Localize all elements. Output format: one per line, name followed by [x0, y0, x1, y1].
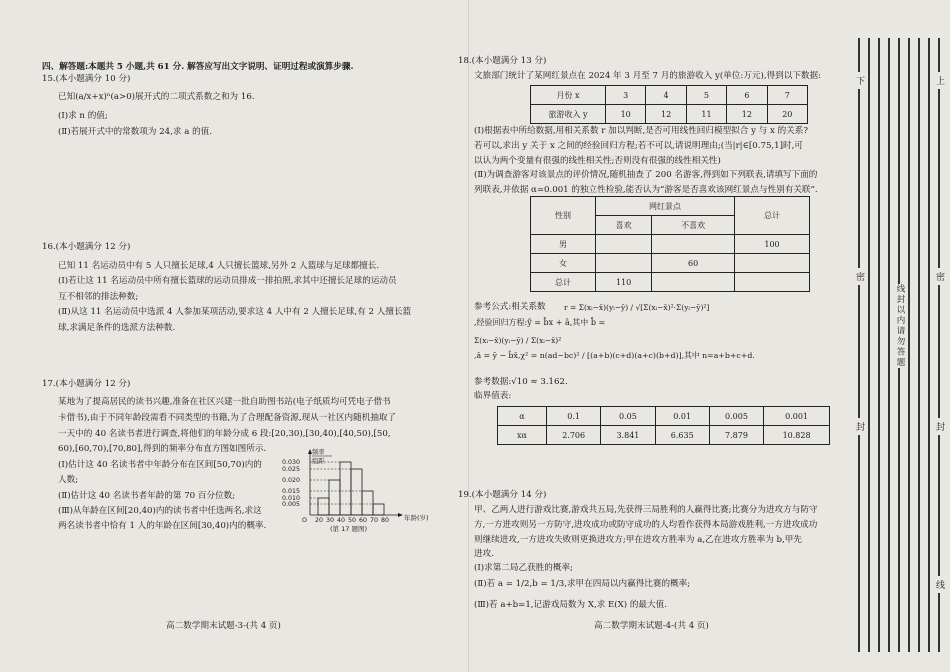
q18-data-table [530, 85, 808, 124]
q16-stem: 已知 11 名运动员中有 5 人只擅长足球,4 人只擅长篮球,另外 2 人篮球与足球都擅长. [58, 261, 380, 271]
table-row: 月份 x 3 4 5 6 7 [531, 86, 808, 105]
ref-formula-lead: 参考公式:相关系数 [474, 302, 546, 312]
q19-head: 19.(本小题满分 14 分) [458, 490, 547, 500]
histogram-x-tick: 30 [326, 517, 335, 524]
histogram-bar-20-30 [318, 498, 329, 515]
histogram-x-tick: 70 [370, 517, 379, 524]
ref-formula-a-chi: ,â = ȳ − b̂x̄,χ² = n(ad−bc)² / [(a+b)(c+d)(a+c)(b+d)],其中 n=a+b+c+d. [474, 351, 755, 360]
histogram-y-tick: 0.005 [282, 501, 301, 508]
histogram-ylabel: 频率 [312, 449, 325, 456]
histogram-y-tick: 0.025 [282, 466, 301, 473]
q18-part2-line1: (Ⅱ)为调查游客对该景点的评价情况,随机抽查了 200 名游客,得到如下列联表,请填写下面的 [474, 170, 818, 180]
q16-part2-line1: (Ⅱ)从这 11 名运动员中选派 4 人参加某项活动,要求这 4 人中有 2 人擅长足球,有 2 人擅长篮 [58, 307, 412, 317]
ref-data: 参考数据:√10 ≈ 3.162. [474, 377, 568, 387]
seal-char-feng-left: 封 [856, 418, 865, 435]
ref-formula-mid: ,经验回归方程:ŷ = b̂x + â,其中 b̂ = [474, 318, 606, 327]
q16-head: 16.(本小题满分 12 分) [42, 242, 131, 252]
footer-left: 高二数学期末试题-3-(共 4 页) [166, 621, 281, 631]
histogram-x-tick: 20 [315, 517, 324, 524]
seal-char-xian: 线 [936, 576, 945, 593]
q18-stem: 文旅部门统计了某网红景点在 2024 年 3 月至 7 月的旅游收入 y(单位:万元),得到以下数据: [474, 71, 822, 81]
ref-formula-b: Σ(xᵢ−x̄)(yᵢ−ȳ) / Σ(xᵢ−x̄)² [474, 336, 562, 345]
histogram-y-tick: 0.010 [282, 495, 301, 502]
x-axis-arrow [398, 513, 403, 517]
q17-part3-line1: (Ⅲ)从年龄在区间[20,40)内的读书者中任选两名,求这 [58, 506, 262, 516]
q18-head: 18.(本小题满分 13 分) [458, 56, 547, 66]
q19-line2: 方,一方进攻则另一方防守,进攻成功或防守成功的人均看作获得本局游戏胜利,一方进攻成功 [474, 520, 818, 530]
seal-char-up: 上 [936, 72, 945, 89]
histogram-bar-70-80 [373, 504, 384, 515]
q16-part1-line1: (Ⅰ)若让这 11 名运动员中所有擅长篮球的运动员排成一排拍照,求其中还擅长足球的运动员 [58, 276, 397, 286]
histogram-x-tick: 80 [381, 517, 390, 524]
table-row: 喜欢 不喜欢 [531, 216, 810, 235]
q17-part2: (Ⅱ)估计这 40 名读书者年龄的第 70 百分位数; [58, 491, 236, 501]
seal-char-down: 下 [856, 72, 865, 89]
histogram-y-tick: 0.030 [282, 459, 301, 466]
table-row: 总计 110 [531, 273, 810, 292]
histogram-xlabel: 年龄(岁) [404, 514, 429, 522]
histogram-x-tick: 50 [348, 517, 357, 524]
histogram-bars [318, 462, 384, 515]
q17-line3: 一天中的 40 名读书者进行调查,将他们的年龄分成 6 段:[20,30),[30,40),[40,50),[50, [58, 429, 391, 439]
q15-stem: 已知(a/x+x)ⁿ(a>0)展开式的二项式系数之和为 16. [58, 92, 255, 102]
q17-line4: 60),[60,70),[70,80],得到的频率分布直方图如图所示. [58, 444, 267, 454]
histogram-bar-30-40 [329, 480, 340, 515]
seal-char-mi-right: 密 [936, 268, 945, 285]
q19-part2: (Ⅱ)若 a = 1/2,b = 1/3,求甲在四局以内赢得比赛的概率; [474, 579, 691, 589]
table-row: 旅游收入 y 10 12 11 12 20 [531, 105, 808, 124]
table-row: xα 2.706 3.841 6.635 7.879 10.828 [498, 426, 830, 445]
q16-part1-line2: 互不相邻的排法种数; [58, 292, 139, 302]
q18-contingency-table [530, 196, 810, 292]
table-row: 男 100 [531, 235, 810, 254]
histogram-y-tick: 0.015 [282, 488, 301, 495]
histogram-bar-40-50 [340, 462, 351, 515]
q19-line4: 进攻. [474, 549, 494, 559]
table-row: 性别 网红景点 总计 [531, 197, 810, 216]
histogram-bar-50-60 [351, 469, 362, 515]
q19-part1: (Ⅰ)求第二局乙获胜的概率; [474, 563, 573, 573]
q18-part2-line2: 列联表,并依据 α=0.001 的独立性检验,能否认为“游客是否喜欢该网红景点与性别有关联”. [474, 185, 818, 195]
q17-line2: 卡借书),由于不同年龄段需看不同类型的书籍,为了合理配备资源,现从一社区内随机抽取了 [58, 413, 397, 423]
q18-part1-line1: (Ⅰ)根据表中所给数据,用相关系数 r 加以判断,是否可用线性回归模型拟合 y 与 x 的关系? [474, 126, 808, 136]
seal-note: 线封以内请勿答题 [895, 284, 905, 368]
histogram-ylabel-denominator: 组距 [312, 458, 325, 465]
q15-head: 15.(本小题满分 10 分) [42, 74, 131, 84]
q17-head: 17.(本小题满分 12 分) [42, 379, 131, 389]
histogram-x-tick: O [302, 517, 307, 524]
histogram-y-tick: 0.020 [282, 477, 301, 484]
critical-table-title: 临界值表: [474, 391, 512, 401]
q19-line1: 甲、乙两人进行游戏比赛,游戏共五局,先获得三局胜利的人赢得比赛;比赛分为进攻方与防守 [474, 505, 818, 515]
seal-char-feng-right: 封 [936, 418, 945, 435]
histogram-x-tick: 40 [337, 517, 346, 524]
binding-margin [848, 0, 950, 672]
table-row: 女 60 [531, 254, 810, 273]
q18-critical-value-table [497, 406, 830, 445]
footer-right: 高二数学期末试题-4-(共 4 页) [594, 621, 709, 631]
q16-part2-line2: 球,求满足条件的选派方法种数. [58, 323, 176, 333]
q15-part2: (Ⅱ)若展开式中的常数项为 24,求 a 的值. [58, 127, 212, 137]
histogram-x-tick: 60 [359, 517, 368, 524]
histogram-caption: (第 17 题图) [330, 525, 367, 533]
histogram-bar-60-70 [362, 491, 373, 515]
table-row: α 0.1 0.05 0.01 0.005 0.001 [498, 407, 830, 426]
age-histogram [280, 446, 440, 538]
seal-char-mi-left: 密 [856, 268, 865, 285]
section-header: 四、解答题:本题共 5 小题,共 61 分. 解答应写出文字说明、证明过程或演算步骤. [42, 62, 354, 72]
page-divider [468, 0, 469, 672]
q18-part1-line2: 若可以,求出 y 关于 x 之间的经验回归方程;若不可以,请说明理由;(当|r|∈[0.75,1]时,可 [474, 141, 803, 151]
q19-line3: 则继续进攻,一方进攻失败则更换进攻方;甲在进攻方胜率为 a,乙在进攻方胜率为 b,甲先 [474, 535, 802, 545]
q19-part3: (Ⅲ)若 a+b=1,记游戏局数为 X,求 E(X) 的最大值. [474, 600, 667, 610]
q17-part1-line1: (Ⅰ)估计这 40 名读书者中年龄分布在区间[50,70)内的 [58, 460, 262, 470]
q18-part1-line3: 以认为两个变量有很强的线性相关性;否则没有很强的线性相关性) [474, 156, 721, 166]
q17-line1: 某地为了提高居民的读书兴趣,准备在社区兴建一批自助图书站(电子纸质均可凭电子借书 [58, 397, 391, 407]
q15-part1: (Ⅰ)求 n 的值; [58, 111, 108, 121]
ref-formula-r: r = Σ(xᵢ−x̄)(yᵢ−ȳ) / √[Σ(xᵢ−x̄)²·Σ(yᵢ−ȳ)²] [564, 303, 710, 312]
q17-part3-line2: 两名读书者中恰有 1 人的年龄在区间[30,40)内的概率. [58, 521, 267, 531]
q17-part1-line2: 人数; [58, 475, 79, 485]
